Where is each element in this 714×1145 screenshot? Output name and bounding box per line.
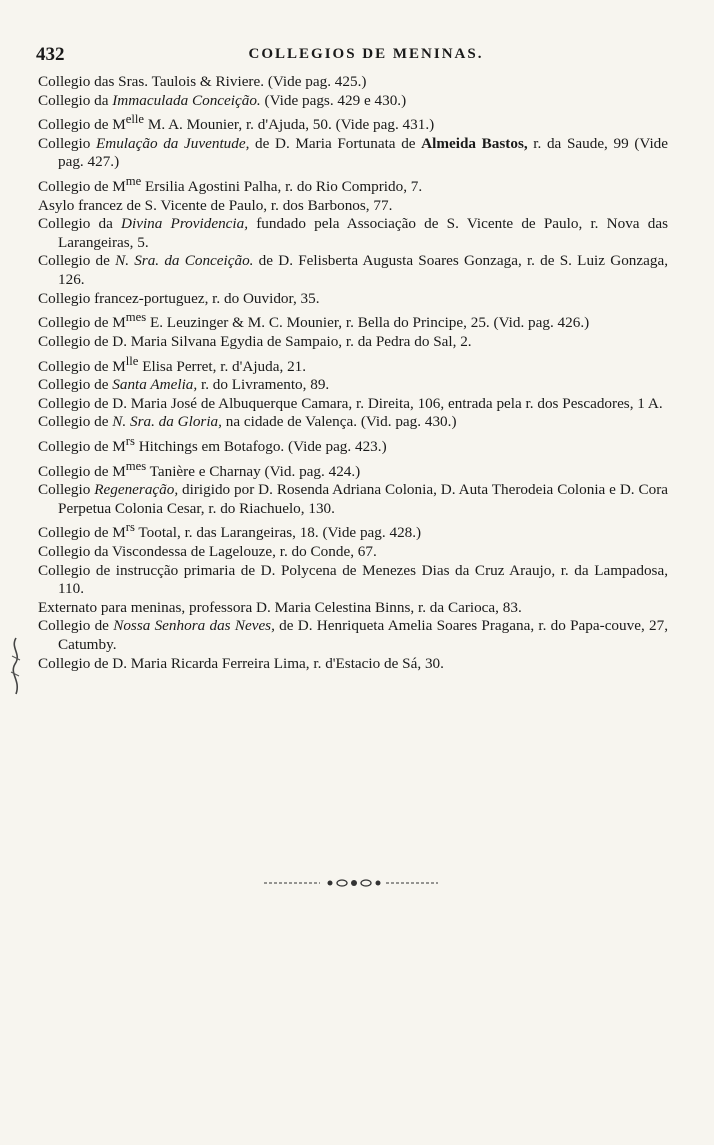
school-entry (38, 481, 668, 518)
title-abbreviation: mes (125, 310, 147, 325)
entry-text: Collegio de M (38, 462, 126, 480)
end-ornament (262, 877, 442, 889)
entry-text: de D. Maria Fortunata de (249, 134, 422, 152)
entry-text: Immaculada Conceição. (112, 91, 261, 109)
entry-text: Nossa Senhora das Neves, (113, 617, 275, 635)
entry-text: Collegio de instrucção primaria de D. Polycena de Menezes Dias da Cruz Araujo, r. da Lampadosa, 110. (38, 561, 668, 598)
page-header (36, 44, 676, 66)
school-entry (38, 172, 668, 197)
school-entry (38, 543, 668, 562)
entry-text: Collegio da (38, 215, 122, 233)
entry-text: Tootal, r. das Larangeiras, 18. (Vide pag. 428.) (134, 524, 422, 542)
entry-text: Collegio de M (38, 178, 126, 196)
title-abbreviation: me (125, 174, 142, 189)
school-entry (38, 197, 668, 216)
running-title: COLLEGIOS DE MENINAS. (248, 46, 484, 62)
school-list (38, 73, 668, 673)
school-entry (38, 562, 668, 599)
entry-text: Collegio de M (38, 438, 126, 455)
school-entry (38, 599, 668, 618)
entry-text: Divina Providencia, (121, 215, 249, 233)
title-abbreviation: elle (125, 112, 145, 127)
entry-text: Collegio de M (38, 314, 126, 332)
school-entry (38, 413, 668, 432)
entry-text: Collegio de M (38, 116, 126, 134)
entry-text: fundado pela Associação de S. Vicente de Paulo, r. Nova das Larangeiras, 5. (58, 215, 668, 251)
school-entry (38, 135, 668, 172)
entry-text: Collegio das Sras. Taulois & Riviere. (Vide pag. 425.) (38, 73, 367, 90)
title-abbreviation: rs (125, 433, 135, 448)
entry-text: Collegio de (38, 413, 113, 431)
school-entry (38, 215, 668, 252)
entry-text: de D. Felisberta Augusta Soares Gonzaga, r. de S. Luiz Gonzaga, 126. (58, 252, 668, 289)
school-entry (38, 617, 668, 654)
entry-text: Collegio de (38, 376, 113, 394)
entry-text: Santa Amelia, (112, 376, 198, 394)
entry-text: Emulação da Juventude, (95, 134, 250, 152)
page-number: 432 (36, 44, 65, 65)
entry-text: Collegio francez-portuguez, r. do Ouvidor, 35. (38, 289, 320, 307)
entry-text: Collegio de M (38, 357, 126, 375)
school-entry (38, 290, 668, 309)
entry-text: N. Sra. da Gloria, (112, 413, 222, 431)
margin-ink-mark (6, 636, 26, 696)
school-entry (38, 92, 668, 111)
title-abbreviation: lle (125, 353, 139, 368)
entry-text: N. Sra. da Conceição. (115, 252, 254, 270)
school-entry (38, 252, 668, 289)
entry-text: Collegio da Viscondessa de Lagelouze, r. do Conde, 67. (38, 543, 377, 561)
entry-text: Tanière e Charnay (Vid. pag. 424.) (146, 462, 361, 480)
title-abbreviation: mes (125, 458, 147, 473)
entry-text: Collegio da (38, 91, 113, 109)
entry-text: Collegio de (38, 617, 114, 635)
entry-text: Externato para meninas, professora D. Maria Celestina Binns, r. da Carioca, 83. (38, 598, 522, 616)
entry-text: na cidade de Valença. (Vid. pag. 430.) (221, 413, 457, 431)
title-abbreviation: rs (125, 520, 135, 535)
school-entry (38, 110, 668, 135)
school-entry (38, 352, 668, 377)
entry-text: Elisa Perret, r. d'Ajuda, 21. (138, 357, 307, 375)
school-entry (38, 333, 668, 352)
school-entry (38, 73, 668, 92)
school-entry (38, 376, 668, 395)
entry-text: r. do Livramento, 89. (197, 376, 330, 394)
entry-text: (Vide pags. 429 e 430.) (260, 91, 407, 109)
entry-text: de D. Henriqueta Amelia Soares Pragana, r. do Papa-couve, 27, Catumby. (58, 617, 669, 654)
entry-text: Ersilia Agostini Palha, r. do Rio Comprido, 7. (141, 178, 423, 196)
school-entry (38, 308, 668, 333)
entry-text: Collegio de D. Maria José de Albuquerque Camara, r. Direita, 106, entrada pela r. dos Pescadores, 1 A. (38, 394, 663, 412)
entry-text: Collegio de D. Maria Silvana Egydia de Sampaio, r. da Pedra do Sal, 2. (38, 332, 472, 350)
school-entry (38, 518, 668, 543)
entry-text: Collegio de D. Maria Ricarda Ferreira Lima, r. d'Estacio de Sá, 30. (38, 654, 444, 672)
entry-text: Almeida Bastos, (421, 134, 528, 152)
school-entry (38, 395, 668, 414)
school-entry (38, 457, 668, 482)
entry-text: M. A. Mounier, r. d'Ajuda, 50. (Vide pag. 431.) (144, 116, 435, 134)
entry-text: r. da Saude, 99 (Vide pag. 427.) (58, 134, 669, 171)
entry-text: Collegio de (38, 252, 116, 270)
entry-text: E. Leuzinger & M. C. Mounier, r. Bella do Principe, 25. (Vid. pag. 426.) (146, 314, 590, 332)
school-entry (38, 432, 668, 457)
entry-text: Hitchings em Botafogo. (Vide pag. 423.) (134, 438, 387, 455)
entry-text: Collegio (38, 481, 95, 499)
entry-text: Collegio (38, 134, 96, 152)
entry-text: Asylo francez de S. Vicente de Paulo, r. dos Barbonos, 77. (38, 196, 393, 214)
entry-text: Regeneração, (94, 481, 179, 499)
school-entry (38, 655, 668, 674)
entry-text: dirigido por D. Rosenda Adriana Colonia, D. Auta Therodeia Colonia e D. Cora Perpetua Colonia Cesar, r. do Riachuelo, 130. (58, 481, 668, 517)
entry-text: Collegio de M (38, 524, 126, 542)
